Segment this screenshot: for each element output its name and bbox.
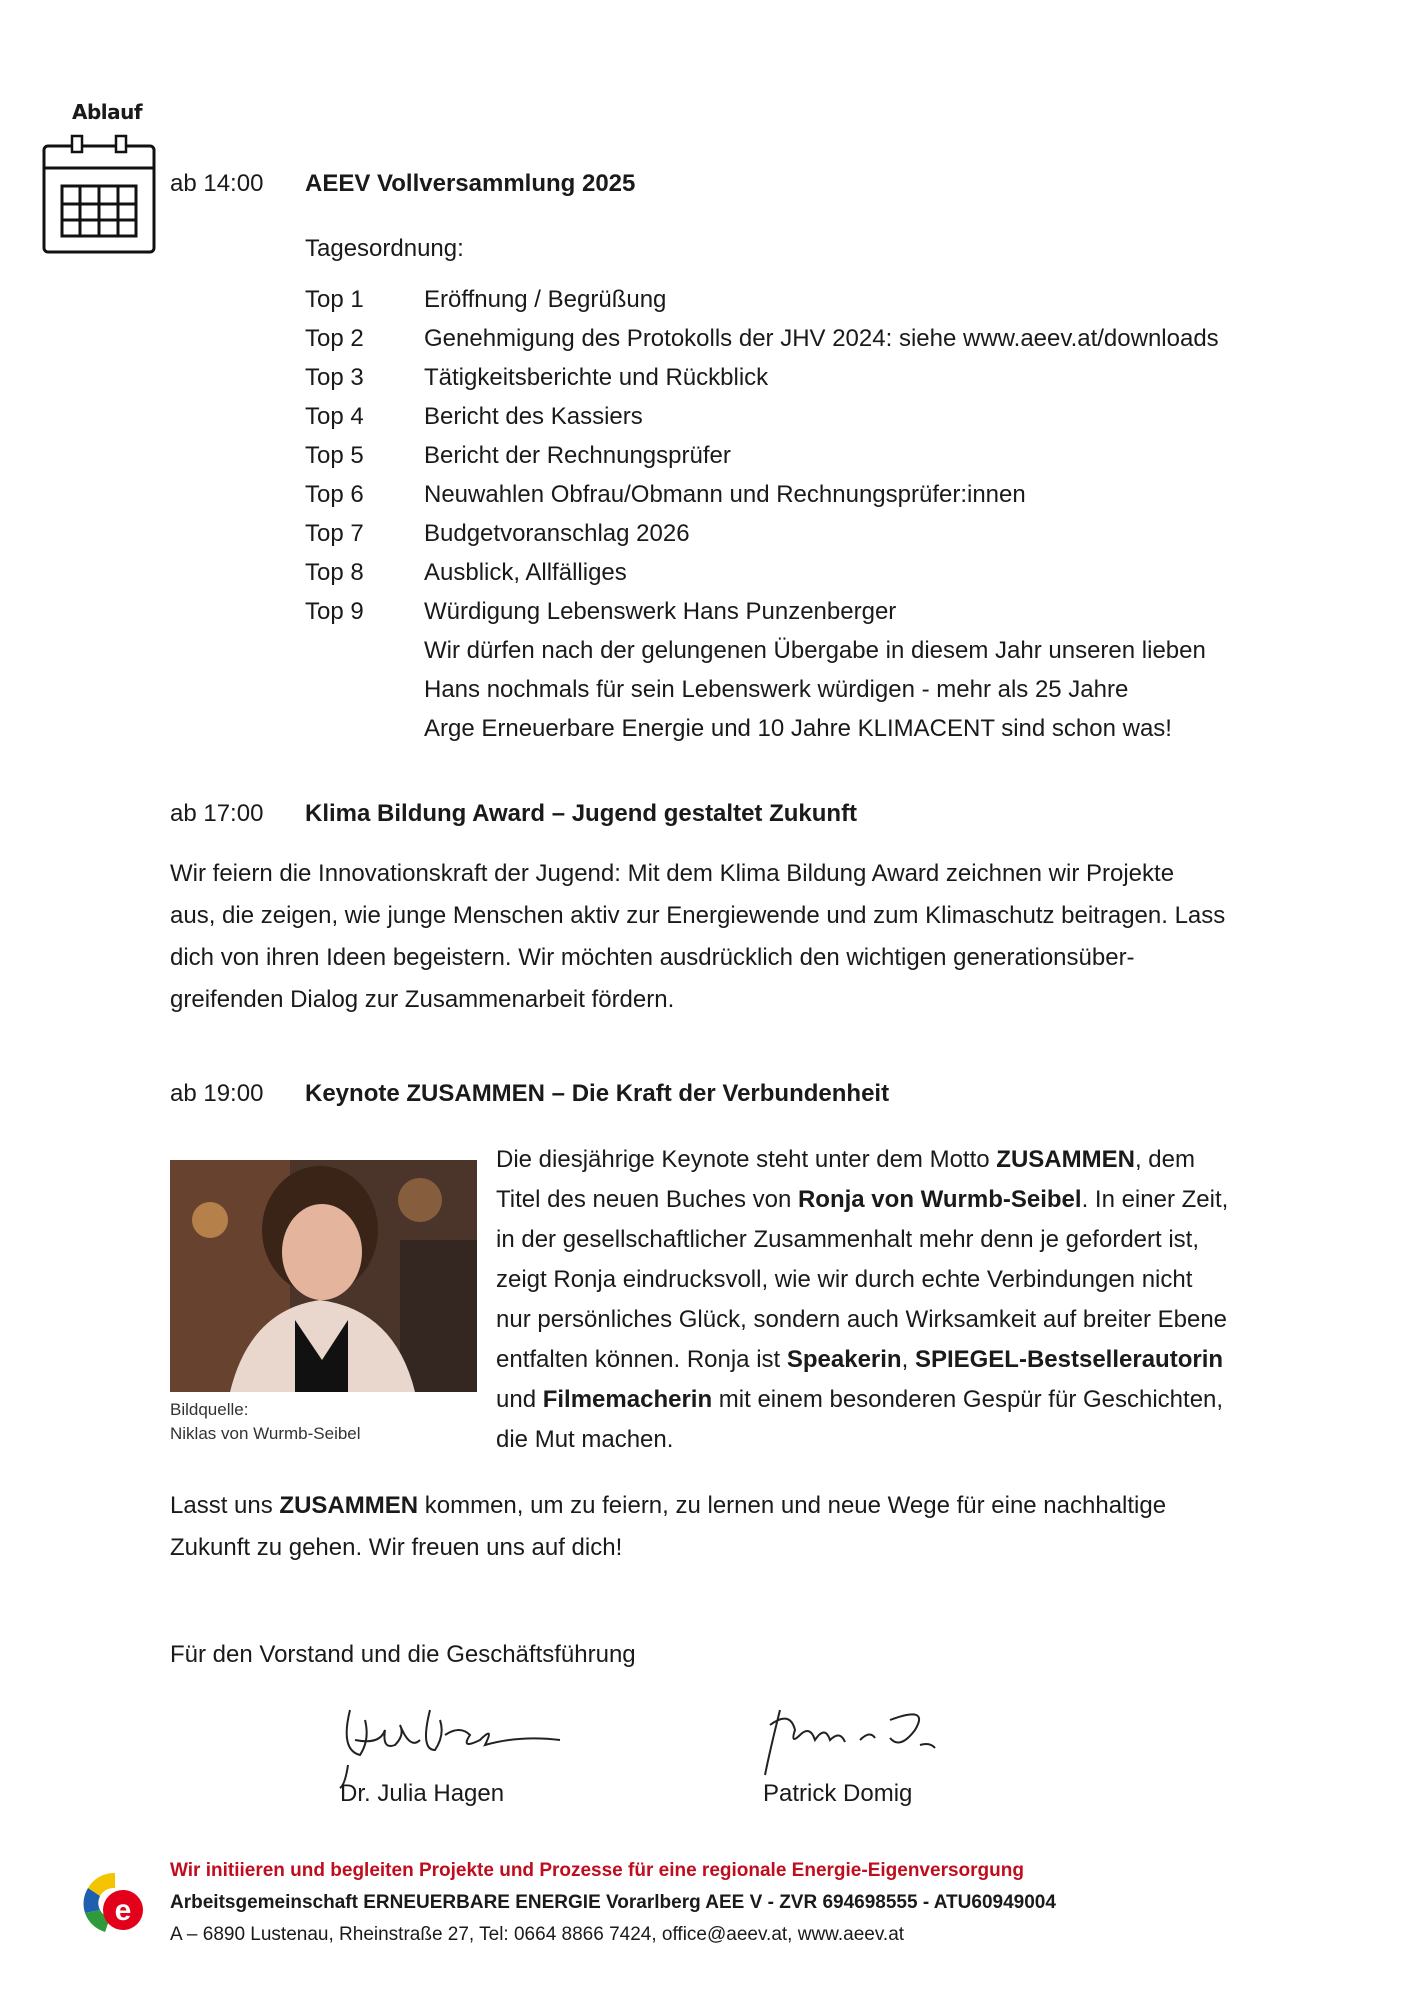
agenda-text: Eröffnung / Begrüßung — [424, 286, 667, 313]
aeev-logo-icon — [80, 1868, 150, 1938]
footer-address: A – 6890 Lustenau, Rheinstraße 27, Tel: 0664 8866 7424, office@aeev.at, www.aeev.at — [170, 1924, 905, 1945]
signatory-name-2: Patrick Domig — [763, 1780, 913, 1807]
paragraph-line: Wir feiern die Innovationskraft der Jugend: Mit dem Klima Bildung Award zeichnen wir Projekte — [170, 860, 1175, 887]
emphasis: Speakerin — [786, 1346, 902, 1373]
text: , — [901, 1346, 915, 1373]
agenda-num: Top 7 — [305, 520, 364, 547]
paragraph-line: dich von ihren Ideen begeistern. Wir möchten ausdrücklich den wichtigen generationsüber- — [170, 944, 1135, 971]
photo-credit — [170, 1398, 361, 1446]
signature-julia-hagen — [320, 1690, 570, 1790]
agenda-num: Top 8 — [305, 559, 364, 586]
paragraph-line: nur persönliches Glück, sondern auch Wirksamkeit auf breiter Ebene — [496, 1306, 1228, 1333]
photo-credit-name: Niklas von Wurmb-Seibel — [170, 1424, 361, 1443]
agenda-text: Budgetvoranschlag 2026 — [424, 520, 690, 547]
paragraph-line: Zukunft zu gehen. Wir freuen uns auf dich! — [170, 1534, 623, 1561]
agenda-num: Top 1 — [305, 286, 364, 313]
award-paragraph — [170, 853, 1270, 1021]
signoff: Für den Vorstand und die Geschäftsführung — [170, 1641, 636, 1668]
agenda-text: Ausblick, Allfälliges — [424, 559, 627, 586]
emphasis: Ronja von Wurmb-Seibel — [797, 1186, 1082, 1213]
section-title-1: AEEV Vollversammlung 2025 — [305, 170, 636, 197]
agenda-num: Top 6 — [305, 481, 364, 508]
text: kommen, um zu feiern, zu lernen und neue Wege für eine nachhaltige — [418, 1492, 1167, 1519]
agenda-note-text: Wir dürfen nach der gelungenen Übergabe in diesem Jahr unseren lieben — [424, 637, 1206, 664]
agenda-text: Bericht der Rechnungsprüfer — [424, 442, 731, 469]
agenda-num: Top 9 — [305, 598, 364, 625]
paragraph-line: in der gesellschaftlicher Zusammenhalt mehr denn je gefordert ist, — [496, 1226, 1200, 1253]
calendar-icon — [40, 130, 160, 260]
footer-tagline: Wir initiieren und begleiten Projekte und Prozesse für eine regionale Energie-Eigenversorgung — [170, 1860, 1024, 1881]
emphasis: SPIEGEL-Bestsellerautorin — [914, 1346, 1224, 1373]
text: und — [496, 1386, 543, 1413]
signatory-name-1: Dr. Julia Hagen — [340, 1780, 505, 1807]
paragraph-line: aus, die zeigen, wie junge Menschen aktiv zur Energiewende und zum Klimaschutz beitragen. Lass — [170, 902, 1226, 929]
svg-text:e: e — [114, 1894, 132, 1927]
agenda-text: Bericht des Kassiers — [424, 403, 643, 430]
agenda-text: Neuwahlen Obfrau/Obmann und Rechnungsprüfer:innen — [424, 481, 1026, 508]
text: Die diesjährige Keynote steht unter dem Motto — [496, 1146, 997, 1173]
section-title-3: Keynote ZUSAMMEN – Die Kraft der Verbundenheit — [305, 1080, 890, 1107]
closing-paragraph — [170, 1485, 1270, 1569]
text: entfalten können. Ronja ist — [496, 1346, 787, 1373]
text: . In einer Zeit, — [1081, 1186, 1229, 1213]
section-title-2: Klima Bildung Award – Jugend gestaltet Zukunft — [305, 800, 858, 827]
paragraph-line: greifenden Dialog zur Zusammenarbeit fördern. — [170, 986, 675, 1013]
paragraph-line — [496, 1380, 1276, 1420]
agenda-num: Top 2 — [305, 325, 364, 352]
paragraph-line — [170, 1485, 1270, 1527]
agenda-note-text: Hans nochmals für sein Lebenswerk würdigen - mehr als 25 Jahre — [424, 676, 1129, 703]
photo-credit-label: Bildquelle: — [170, 1400, 249, 1419]
text: Lasst uns — [170, 1492, 280, 1519]
text: mit einem besonderen Gespür für Geschichten, — [712, 1386, 1224, 1413]
agenda-num: Top 3 — [305, 364, 364, 391]
time-2: ab 17:00 — [170, 800, 264, 827]
text: Titel des neuen Buches von — [496, 1186, 798, 1213]
paragraph-line — [496, 1180, 1276, 1220]
paragraph-line — [496, 1340, 1276, 1380]
footer-org: Arbeitsgemeinschaft ERNEUERBARE ENERGIE Vorarlberg AEE V - ZVR 694698555 - ATU60949004 — [170, 1892, 1056, 1913]
agenda-text: Tätigkeitsberichte und Rückblick — [424, 364, 769, 391]
agenda-label: Tagesordnung: — [305, 235, 464, 262]
agenda-text: Genehmigung des Protokolls der JHV 2024: siehe www.aeev.at/downloads — [424, 325, 1219, 352]
emphasis: ZUSAMMEN — [996, 1146, 1135, 1173]
signature-patrick-domig — [740, 1690, 970, 1790]
time-1: ab 14:00 — [170, 170, 264, 197]
text: , dem — [1134, 1146, 1195, 1173]
agenda-note-text: Arge Erneuerbare Energie und 10 Jahre KLIMACENT sind schon was! — [424, 715, 1172, 742]
agenda-num: Top 4 — [305, 403, 364, 430]
paragraph-line: zeigt Ronja eindrucksvoll, wie wir durch echte Verbindungen nicht — [496, 1266, 1193, 1293]
time-3: ab 19:00 — [170, 1080, 264, 1107]
paragraph-line: die Mut machen. — [496, 1426, 674, 1453]
keynote-paragraph — [496, 1140, 1276, 1460]
speaker-photo — [170, 1160, 477, 1392]
paragraph-line — [496, 1140, 1276, 1180]
agenda-num: Top 5 — [305, 442, 364, 469]
portrait-illustration — [170, 1160, 477, 1392]
emphasis: Filmemacherin — [542, 1386, 713, 1413]
agenda-text: Würdigung Lebenswerk Hans Punzenberger — [424, 598, 897, 625]
emphasis: ZUSAMMEN — [279, 1492, 419, 1519]
ablauf-label: Ablauf — [72, 100, 143, 124]
